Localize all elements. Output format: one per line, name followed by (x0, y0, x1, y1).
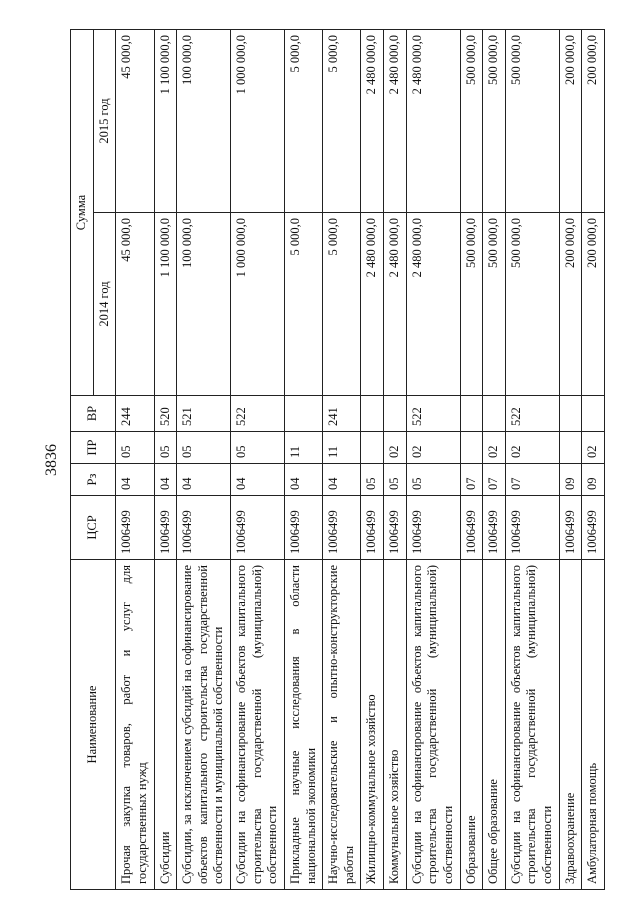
cell-vr (460, 396, 483, 432)
table-row (582, 30, 605, 890)
cell-vr (384, 396, 407, 432)
cell-rz: 07 (460, 464, 483, 496)
cell-name: Жилищно-коммунальное хозяйство (361, 560, 384, 890)
cell-pr: 05 (231, 432, 285, 464)
table-row (323, 30, 361, 890)
cell-2014: 5 000,0 (284, 213, 322, 396)
header-2014: 2014 год (93, 213, 116, 396)
cell-rz: 04 (323, 464, 361, 496)
cell-rz: 07 (505, 464, 559, 496)
cell-2015: 200 000,0 (559, 30, 582, 213)
cell-vr: 241 (323, 396, 361, 432)
table-row (231, 30, 285, 890)
header-vr: ВР (71, 396, 116, 432)
cell-csr: 1006499 (582, 496, 605, 560)
cell-vr: 244 (116, 396, 154, 432)
cell-2014: 100 000,0 (177, 213, 231, 396)
cell-vr (582, 396, 605, 432)
cell-2015: 1 100 000,0 (154, 30, 177, 213)
table-row (384, 30, 407, 890)
cell-rz: 07 (483, 464, 506, 496)
table-row (284, 30, 322, 890)
cell-2014: 500 000,0 (505, 213, 559, 396)
cell-pr (559, 432, 582, 464)
cell-pr: 11 (323, 432, 361, 464)
cell-csr: 1006499 (231, 496, 285, 560)
cell-2015: 2 480 000,0 (406, 30, 460, 213)
table-row (406, 30, 460, 890)
cell-name: Образование (460, 560, 483, 890)
table-row (116, 30, 154, 890)
cell-vr: 521 (177, 396, 231, 432)
cell-pr: 02 (384, 432, 407, 464)
cell-csr: 1006499 (384, 496, 407, 560)
cell-name: Коммунальное хозяйство (384, 560, 407, 890)
cell-2014: 2 480 000,0 (384, 213, 407, 396)
cell-2014: 500 000,0 (483, 213, 506, 396)
header-sum: Сумма (71, 30, 94, 396)
cell-csr: 1006499 (284, 496, 322, 560)
cell-vr (483, 396, 506, 432)
header-pr: ПР (71, 432, 116, 464)
cell-name: Прочая закупка товаров, работ и услуг для государственных нужд (116, 560, 154, 890)
cell-name: Субсидии на софинансирование объектов капитального строительства государственной (муниципальной) собственности (505, 560, 559, 890)
cell-vr (361, 396, 384, 432)
cell-pr: 02 (483, 432, 506, 464)
cell-rz: 05 (406, 464, 460, 496)
cell-rz: 04 (154, 464, 177, 496)
rotated-page-area (70, 30, 600, 890)
cell-2015: 45 000,0 (116, 30, 154, 213)
budget-table (70, 29, 605, 890)
cell-name: Общее образование (483, 560, 506, 890)
cell-2014: 500 000,0 (460, 213, 483, 396)
cell-pr: 05 (154, 432, 177, 464)
cell-vr: 522 (505, 396, 559, 432)
cell-2014: 2 480 000,0 (406, 213, 460, 396)
cell-name: Амбулаторная помощь (582, 560, 605, 890)
cell-rz: 04 (177, 464, 231, 496)
cell-2015: 5 000,0 (323, 30, 361, 213)
cell-rz: 04 (284, 464, 322, 496)
cell-2014: 2 480 000,0 (361, 213, 384, 396)
header-name: Наименование (71, 560, 116, 890)
cell-name: Субсидии на софинансирование объектов капитального строительства государственной (муниципальной) собственности (231, 560, 285, 890)
cell-2015: 500 000,0 (483, 30, 506, 213)
cell-2014: 5 000,0 (323, 213, 361, 396)
cell-rz: 04 (116, 464, 154, 496)
cell-2015: 500 000,0 (460, 30, 483, 213)
cell-pr: 02 (505, 432, 559, 464)
cell-pr (361, 432, 384, 464)
table-row (483, 30, 506, 890)
cell-pr (460, 432, 483, 464)
table-row (460, 30, 483, 890)
table-row (177, 30, 231, 890)
table-row (361, 30, 384, 890)
cell-csr: 1006499 (154, 496, 177, 560)
cell-name: Субсидии, за исключением субсидий на софинансирование объектов капитального строительства государственной собственности и муниципальной собственности (177, 560, 231, 890)
table-body (116, 30, 605, 890)
cell-csr: 1006499 (483, 496, 506, 560)
cell-csr: 1006499 (559, 496, 582, 560)
cell-vr: 522 (406, 396, 460, 432)
header-2015: 2015 год (93, 30, 116, 213)
cell-vr: 520 (154, 396, 177, 432)
cell-csr: 1006499 (460, 496, 483, 560)
cell-csr: 1006499 (406, 496, 460, 560)
cell-pr: 05 (116, 432, 154, 464)
table-row (505, 30, 559, 890)
table-row (154, 30, 177, 890)
cell-name: Прикладные научные исследования в области национальной экономики (284, 560, 322, 890)
cell-rz: 05 (361, 464, 384, 496)
cell-vr: 522 (231, 396, 285, 432)
cell-name: Субсидии на софинансирование объектов капитального строительства государственной (муниципальной) собственности (406, 560, 460, 890)
cell-csr: 1006499 (505, 496, 559, 560)
cell-csr: 1006499 (177, 496, 231, 560)
cell-2014: 200 000,0 (582, 213, 605, 396)
cell-2015: 100 000,0 (177, 30, 231, 213)
cell-2015: 500 000,0 (505, 30, 559, 213)
page-number: 3836 (43, 444, 60, 476)
cell-2015: 5 000,0 (284, 30, 322, 213)
cell-vr (284, 396, 322, 432)
cell-rz: 05 (384, 464, 407, 496)
cell-2015: 200 000,0 (582, 30, 605, 213)
cell-name: Субсидии (154, 560, 177, 890)
cell-name: Здравоохранение (559, 560, 582, 890)
header-rz: Рз (71, 464, 116, 496)
rotated-table-container (70, 30, 600, 890)
page-number-container (40, 420, 64, 500)
cell-rz: 09 (559, 464, 582, 496)
header-csr: ЦСР (71, 496, 116, 560)
cell-pr: 02 (406, 432, 460, 464)
cell-csr: 1006499 (323, 496, 361, 560)
cell-2014: 200 000,0 (559, 213, 582, 396)
cell-2015: 2 480 000,0 (384, 30, 407, 213)
cell-2014: 45 000,0 (116, 213, 154, 396)
cell-pr: 11 (284, 432, 322, 464)
cell-csr: 1006499 (116, 496, 154, 560)
cell-vr (559, 396, 582, 432)
cell-name: Научно-исследовательские и опытно-конструкторские работы (323, 560, 361, 890)
cell-2015: 1 000 000,0 (231, 30, 285, 213)
cell-2014: 1 000 000,0 (231, 213, 285, 396)
cell-2014: 1 100 000,0 (154, 213, 177, 396)
table-row (559, 30, 582, 890)
cell-rz: 09 (582, 464, 605, 496)
header-row-1 (71, 30, 94, 890)
cell-2015: 2 480 000,0 (361, 30, 384, 213)
table-header (71, 30, 116, 890)
cell-csr: 1006499 (361, 496, 384, 560)
cell-pr: 05 (177, 432, 231, 464)
cell-pr: 02 (582, 432, 605, 464)
cell-rz: 04 (231, 464, 285, 496)
